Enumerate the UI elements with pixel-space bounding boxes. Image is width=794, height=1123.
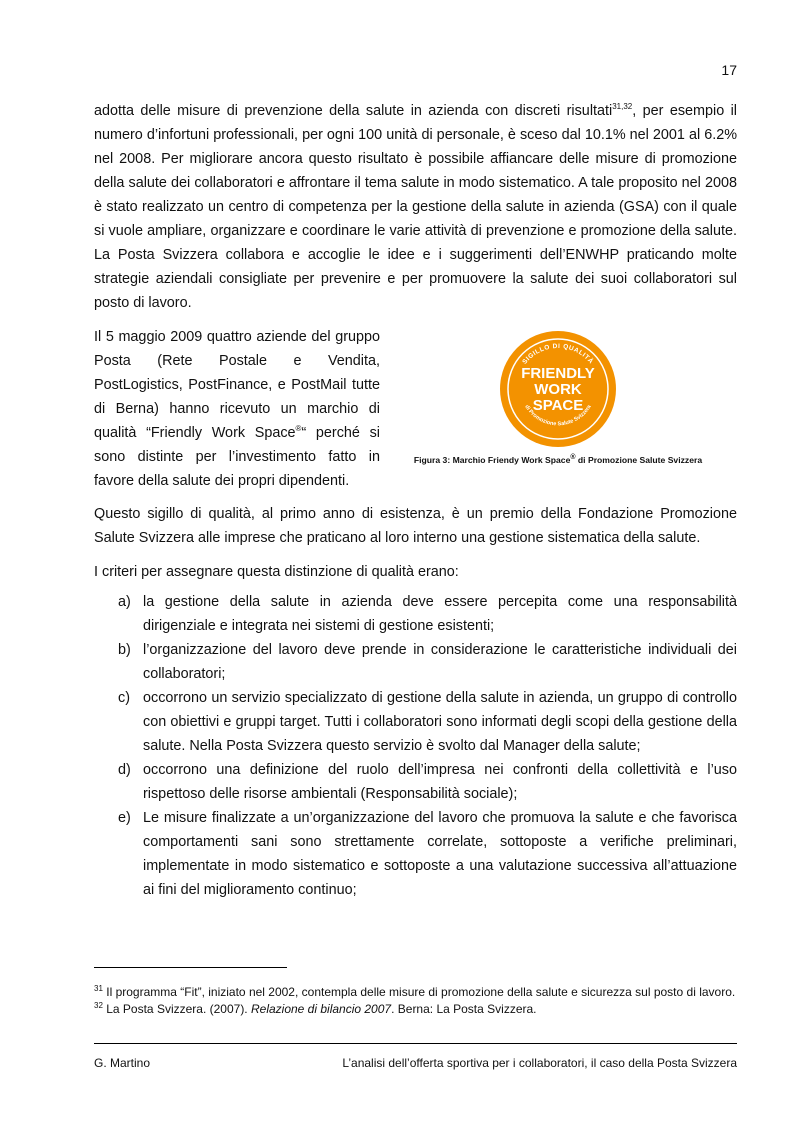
paragraph-award — [94, 325, 380, 493]
list-item-text: occorrono una definizione del ruolo dell’impresa nei confronti della collettività e l’uso rispettoso delle risorse ambientali (Responsabilità sociale); — [143, 762, 737, 802]
list-item — [94, 806, 737, 902]
list-item-text: la gestione della salute in azienda deve essere percepita come una responsabilità dirigenziale e integrata nei sistemi di gestione esistenti; — [143, 594, 737, 634]
footer-separator — [94, 1043, 737, 1044]
logo-ring-bottom-text: di Promozione Salute Svizzera — [523, 404, 593, 428]
registered-mark: ® — [570, 454, 576, 461]
footnote-number: 31 — [94, 984, 103, 993]
friendly-work-space-logo — [497, 328, 619, 450]
footnote-31 — [94, 982, 737, 999]
list-item-text: l’organizzazione del lavoro deve prende in considerazione le caratteristiche individuali dei collaboratori; — [143, 642, 737, 682]
paragraph-text: adotta delle misure di prevenzione della salute in azienda con discreti risultati — [94, 103, 613, 119]
footnote-title: Relazione di bilancio 2007 — [250, 1002, 392, 1016]
logo-ring-top-text: SIGILLO DI QUALITÀ — [521, 342, 595, 366]
caption-text: di Promozione Salute Svizzera — [575, 454, 703, 465]
list-item — [94, 758, 737, 806]
paragraph-text: , per esempio il numero d’infortuni professionali, per ogni 100 unità di personale, è sceso dal 10.1% nel 2001 al 6.2% nel 2008. Per migliorare ancora questo risultato è possibile affiancare delle misure di promozione della salute dei collaboratori e affrontare il tema salute in modo sistematico. A tale proposito nel 2008 è stato realizzato un centro di competenza per la gestione della salute in azienda (GSA) con il quale si vuole ampliare, organizzare e coordinare le varie attività di prevenzione e promozione della salute. La Posta Svizzera collabora e accoglie le idee e i suggerimenti dell’ENWHP praticando molte strategie aziendali consigliate per prevenire e per promuovere la salute dei suoi collaboratori sul posto di lavoro. — [94, 103, 737, 311]
footnote-text: Il programma “Fit”, iniziato nel 2002, contempla delle misure di promozione della salute e sicurezza sul posto di lavoro. — [102, 985, 736, 999]
paragraph-criteria-intro: I criteri per assegnare questa distinzione di qualità erano: — [94, 564, 459, 580]
footnote-number: 32 — [94, 1001, 103, 1010]
footnotes — [94, 982, 737, 1016]
list-item — [94, 590, 737, 638]
list-item-text: Le misure finalizzate a un’organizzazione del lavoro che promuova la salute e che favorisca comportamenti sani sono strettamente correlate, sottoposte a verifiche preliminari, implementate in modo sistematico e sottoposte a una valutazione successiva all’attuazione ai fini del miglioramento continuo; — [143, 810, 737, 898]
paragraph-text: “ perché si sono distinte per l’investimento fatto in favore della salute dei propri dipendenti. — [94, 425, 380, 489]
list-marker: a) — [118, 594, 131, 610]
footnote-text: . Berna: La Posta Svizzera. — [391, 1002, 537, 1016]
list-marker: c) — [118, 690, 130, 706]
list-item-text: occorrono un servizio specializzato di gestione della salute in azienda, un gruppo di controllo con obiettivi e gruppi target. Tutti i collaboratori sono informati degli scopi della gestione della salute. Nella Posta Svizzera questo servizio è svolto dal Manager della salute; — [143, 690, 737, 754]
list-item — [94, 638, 737, 686]
list-marker: e) — [118, 810, 131, 826]
logo-line-1: FRIENDLY — [521, 365, 595, 382]
figure-friendly-work-space — [378, 328, 738, 465]
list-marker: b) — [118, 642, 131, 658]
footer-author: G. Martino — [94, 1056, 151, 1070]
footnote-separator — [94, 967, 287, 968]
registered-mark: ® — [295, 424, 302, 434]
logo-line-3: SPACE — [532, 397, 584, 414]
paragraph-text: Il 5 maggio 2009 quattro aziende del gruppo Posta (Rete Postale e Vendita, PostLogistics, PostFinance, e PostMail tutte di Berna) hanno ricevuto un marchio di qualità “Friendly Work Space — [94, 329, 380, 441]
list-marker: d) — [118, 762, 131, 778]
footnote-32 — [94, 999, 737, 1016]
footnote-ref[interactable]: 31,32 — [612, 102, 633, 112]
list-item — [94, 686, 737, 758]
caption-text: Figura 3: Marchio Friendy Work Space — [413, 454, 571, 465]
logo-line-2: WORK — [534, 381, 582, 398]
figure-caption — [378, 454, 738, 465]
paragraph-intro — [94, 99, 737, 315]
footer-title: L’analisi dell’offerta sportiva per i collaboratori, il caso della Posta Svizzera — [342, 1056, 737, 1070]
paragraph-seal: Questo sigillo di qualità, al primo anno di esistenza, è un premio della Fondazione Promozione Salute Svizzera alle imprese che praticano al loro interno una gestione sistematica della salute. — [94, 506, 737, 546]
footnote-text: La Posta Svizzera. (2007). — [102, 1002, 251, 1016]
page-number: 17 — [721, 62, 737, 78]
criteria-list — [94, 590, 737, 902]
